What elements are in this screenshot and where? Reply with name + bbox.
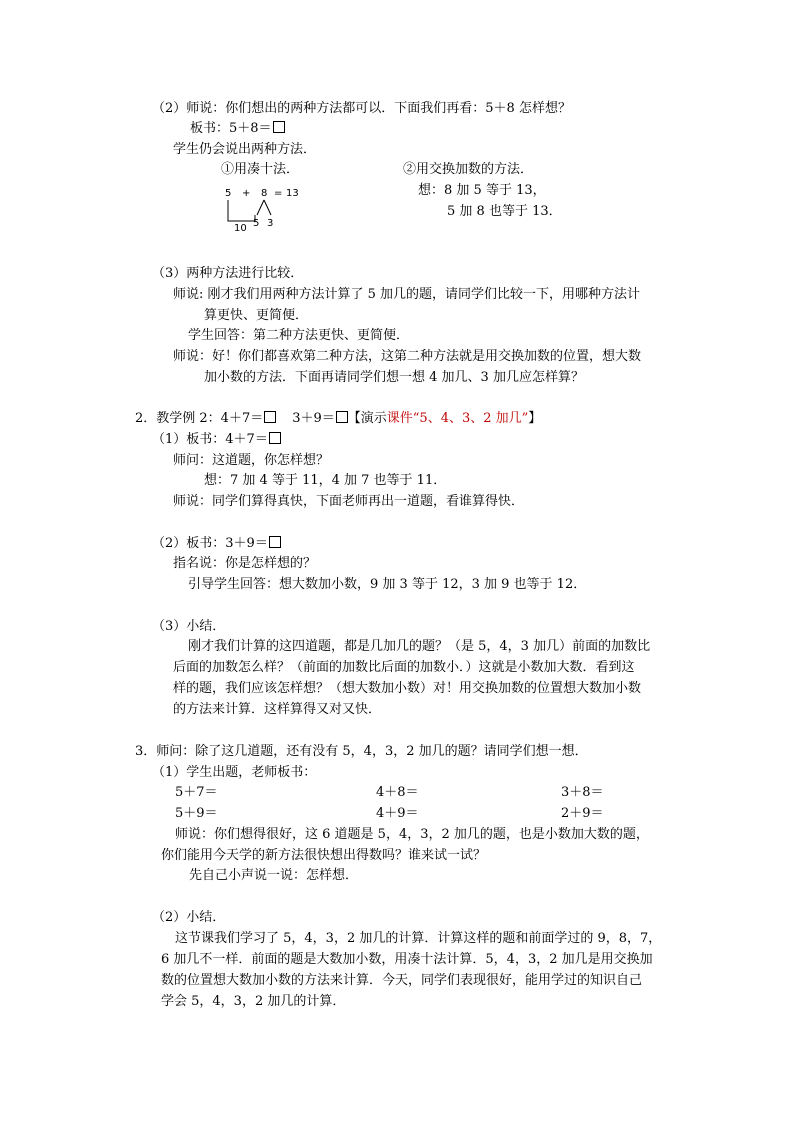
board-text: 板书：5＋8＝	[190, 121, 272, 136]
final-summary-line-3: 数的位置想大数加小数的方法来计算．今天，同学们表现很好，能用学过的知识自己	[161, 973, 643, 988]
example-2-eq-2: 3＋9＝	[292, 411, 335, 426]
final-summary-line-4: 学会 5，4，3，2 加几的计算．	[161, 994, 346, 1009]
ten-bracket	[228, 200, 255, 221]
answer-box	[336, 411, 348, 423]
teacher-praise-line-1: 师说：好！你们都喜欢第二种方法，这第二种方法就是用交换加数的位置，想大数	[173, 349, 642, 364]
problem-5-plus-7: 5＋7＝	[175, 785, 218, 800]
problem-4-plus-9: 4＋9＝	[376, 806, 419, 821]
teacher-question: 师问：这道题，你怎样想？	[173, 453, 330, 468]
teacher-fast: 师说：同学们算得真快，下面老师再出一道题，看谁算得快．	[173, 494, 525, 509]
problem-5-plus-9: 5＋9＝	[175, 806, 218, 821]
guided-answer: 引导学生回答：想大数加小数，9 加 3 等于 12，3 加 9 也等于 12．	[188, 577, 587, 592]
problem-4-plus-8: 4＋8＝	[376, 785, 419, 800]
example-2-eq-1: 2．教学例 2：4＋7＝	[135, 411, 264, 426]
sub-2-board-text: （2）板书：3＋9＝	[152, 536, 268, 551]
problem-2-plus-9: 2＋9＝	[561, 806, 604, 821]
teacher-compare-line-2: 算更快、更简便．	[204, 308, 309, 323]
final-summary-heading: （2）小结．	[152, 910, 226, 925]
diagram-ten: 10	[234, 223, 247, 234]
final-summary-line-1: 这节课我们学习了 5，4，3，2 加几的计算．计算这样的题和前面学过的 9，8，7，	[175, 931, 662, 946]
answer-box	[264, 411, 276, 423]
say-quietly: 先自己小声说一说：怎样想．	[189, 868, 359, 883]
teacher-praise-line-2: 加小数的方法．下面再请同学们想一想 4 加几、3 加几应怎样算？	[204, 370, 584, 385]
sub-2-board	[152, 536, 281, 552]
answer-box	[269, 536, 281, 548]
method-1-label: ①用凑十法．	[221, 162, 300, 177]
courseware-link[interactable]: 课件“5、4、3、2 加几”	[386, 411, 529, 426]
summary-line-4: 的方法来计算．这样算得又对又快．	[173, 702, 382, 717]
answer-box	[269, 432, 281, 444]
student-problems-heading: （1）学生出题，老师板书：	[152, 765, 317, 780]
answer-box	[273, 121, 285, 133]
diagram-part-5: 5	[253, 218, 260, 229]
sub-1-board-text: （1）板书：4＋7＝	[152, 432, 268, 447]
named-student: 指名说：你是怎样想的？	[173, 556, 317, 571]
board-5-plus-8	[190, 121, 285, 137]
make-ten-diagram	[220, 184, 310, 234]
method-2-label: ②用交换加数的方法．	[403, 162, 534, 177]
demo-label: 【演示	[347, 411, 387, 426]
method-2-line-2: 5 加 8 也等于 13．	[447, 204, 562, 219]
diagram-equals: =	[274, 188, 283, 199]
diagram-part-3: 3	[267, 218, 274, 229]
demo-bracket-close: 】	[528, 411, 542, 426]
summary-line-1: 刚才我们计算的这四道题，都是几加几的题？（是 5，4，3 加几）前面的加数比	[188, 639, 651, 654]
thinking-7-plus-4: 想：7 加 4 等于 11，4 加 7 也等于 11．	[204, 473, 447, 488]
item-3-heading: 3．师问：除了这几道题，还有没有 5，4，3，2 加几的题？请同学们想一想．	[135, 744, 588, 759]
example-2-heading	[135, 411, 541, 427]
student-answer: 学生回答：第二种方法更快、更简便．	[188, 328, 410, 343]
diagram-result-13: 13	[286, 188, 299, 199]
teacher-good-line-2: 你们能用今天学的新方法很快想出得数吗？谁来试一试？	[161, 848, 487, 863]
diagram-num-5: 5	[225, 188, 232, 199]
problem-3-plus-8: 3＋8＝	[561, 785, 604, 800]
section-2-heading: （2）师说：你们想出的两种方法都可以．下面我们再看：5＋8 怎样想？	[152, 101, 571, 116]
teacher-good-line-1: 师说：你们想得很好，这 6 道题是 5，4，3，2 加几的题，也是小数加大数的题，	[175, 827, 649, 842]
summary-heading: （3）小结．	[152, 619, 226, 634]
diagram-num-8: 8	[261, 188, 268, 199]
section-3-heading: （3）两种方法进行比较．	[152, 266, 304, 281]
split-lines	[257, 200, 271, 215]
summary-line-2: 后面的加数怎么样？（前面的加数比后面的加数小．）这就是小数加大数．看到这	[173, 660, 635, 675]
sub-1-board	[152, 432, 281, 448]
final-summary-line-2: 6 加几不一样．前面的题是大数加小数，用凑十法计算．5，4，3，2 加几是用交换加	[161, 952, 653, 967]
students-two-methods: 学生仍会说出两种方法．	[173, 142, 317, 157]
summary-line-3: 样的题，我们应该怎样想？（想大数加小数）对！用交换加数的位置想大数加小数	[173, 681, 642, 696]
diagram-plus: +	[242, 188, 251, 199]
teacher-compare-line-1: 师说: 刚才我们用两种方法计算了 5 加几的题，请同学们比较一下，用哪种方法计	[173, 287, 641, 302]
method-2-line-1: 想：8 加 5 等于 13，	[418, 183, 546, 198]
